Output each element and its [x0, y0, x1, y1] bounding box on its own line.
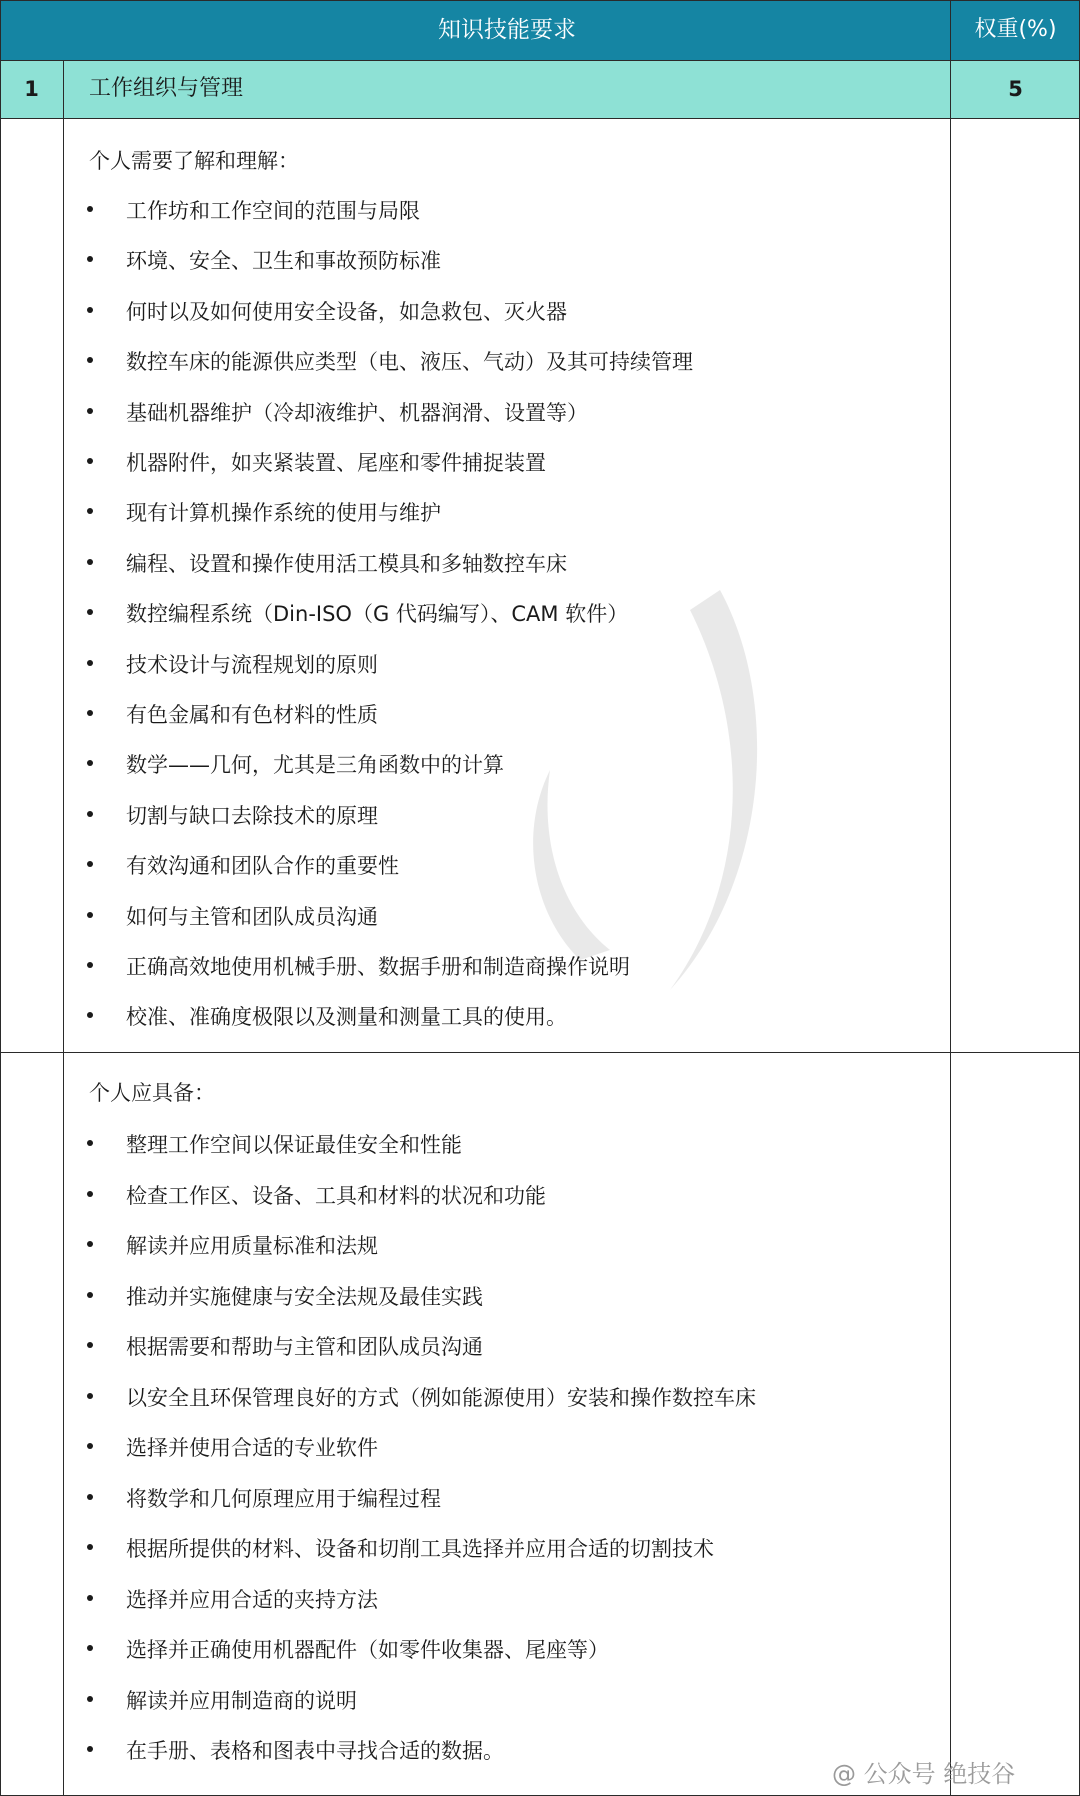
section-row	[0, 60, 1080, 118]
list-item-text: 推动并实施健康与安全法规及最佳实践	[126, 1284, 483, 1309]
bullet-icon	[87, 1241, 93, 1247]
table-header	[0, 0, 1080, 60]
bullet-icon	[87, 1696, 93, 1702]
bullet-icon	[87, 508, 93, 514]
list-item-text: 数控车床的能源供应类型（电、液压、气动）及其可持续管理	[126, 350, 693, 375]
bullet-icon	[87, 1292, 93, 1298]
bullet-icon	[87, 559, 93, 565]
column-divider-2	[950, 0, 951, 1796]
list-item-text: 选择并正确使用机器配件（如零件收集器、尾座等）	[126, 1638, 609, 1662]
list-item-text: 将数学和几何原理应用于编程过程	[126, 1486, 441, 1511]
bullet-icon	[87, 609, 93, 615]
row-divider-blocks	[0, 1052, 1080, 1053]
source-watermark: @ 公众号 绝技谷	[832, 1760, 1016, 1788]
bullet-icon	[87, 660, 93, 666]
list-item-text: 以安全且环保管理良好的方式（例如能源使用）安装和操作数控车床	[126, 1385, 756, 1410]
list-item-text: 选择并应用合适的夹持方法	[126, 1587, 378, 1612]
bullet-icon	[87, 206, 93, 212]
bullet-icon	[87, 1140, 93, 1146]
bullet-icon	[87, 408, 93, 414]
bullet-icon	[87, 357, 93, 363]
border-left	[0, 0, 1, 1796]
skills-intro: 个人应具备：	[89, 1081, 215, 1105]
list-item-text: 现有计算机操作系统的使用与维护	[126, 501, 441, 526]
bullet-icon	[87, 458, 93, 464]
row-divider-header	[0, 60, 1080, 61]
list-item-text: 环境、安全、卫生和事故预防标准	[126, 249, 441, 274]
list-item-text: 何时以及如何使用安全设备，如急救包、灭火器	[126, 299, 567, 324]
bullet-icon	[87, 811, 93, 817]
list-item-text: 校准、准确度极限以及测量和测量工具的使用。	[126, 1005, 567, 1030]
bullet-icon	[87, 307, 93, 313]
list-item-text: 选择并使用合适的专业软件	[126, 1436, 378, 1460]
list-item-text: 有色金属和有色材料的性质	[126, 703, 378, 727]
bullet-icon	[87, 1342, 93, 1348]
bullet-icon	[87, 1595, 93, 1601]
list-item-text: 工作坊和工作空间的范围与局限	[126, 199, 420, 223]
list-item-text: 编程、设置和操作使用活工模具和多轴数控车床	[126, 551, 567, 576]
list-item-text: 检查工作区、设备、工具和材料的状况和功能	[126, 1183, 546, 1208]
knowledge-intro: 个人需要了解和理解：	[89, 149, 299, 173]
section-weight: 5	[1008, 77, 1023, 101]
bullet-icon	[87, 1191, 93, 1197]
list-item-text: 机器附件，如夹紧装置、尾座和零件捕捉装置	[126, 451, 546, 475]
knowledge-block	[64, 118, 950, 1052]
header-weight: 权重(%)	[974, 17, 1057, 42]
bullet-icon	[87, 1443, 93, 1449]
column-divider-1	[63, 60, 64, 1796]
list-item-text: 解读并应用制造商的说明	[126, 1688, 357, 1713]
list-item-text: 基础机器维护（冷却液维护、机器润滑、设置等）	[126, 400, 588, 425]
list-item-text: 正确高效地使用机械手册、数据手册和制造商操作说明	[126, 955, 630, 979]
bullet-icon	[87, 760, 93, 766]
list-item-text: 根据需要和帮助与主管和团队成员沟通	[126, 1335, 483, 1359]
bullet-icon	[87, 256, 93, 262]
list-item-text: 数控编程系统（Din-ISO（G 代码编写）、CAM 软件）	[126, 602, 629, 627]
bullet-icon	[87, 1544, 93, 1550]
list-item-text: 如何与主管和团队成员沟通	[126, 904, 378, 929]
list-item-text: 有效沟通和团队合作的重要性	[126, 854, 399, 879]
bullet-icon	[87, 1012, 93, 1018]
list-item-text: 数学——几何，尤其是三角函数中的计算	[126, 753, 504, 778]
list-item-text: 技术设计与流程规划的原则	[126, 652, 378, 677]
bullet-icon	[87, 912, 93, 918]
list-item-text: 整理工作空间以保证最佳安全和性能	[126, 1133, 462, 1157]
bullet-icon	[87, 1494, 93, 1500]
border-top	[0, 0, 1080, 1]
section-name: 工作组织与管理	[89, 76, 244, 101]
bullet-icon	[87, 962, 93, 968]
bullet-icon	[87, 710, 93, 716]
list-item-text: 根据所提供的材料、设备和切削工具选择并应用合适的切割技术	[126, 1537, 714, 1561]
list-item-text: 切割与缺口去除技术的原理	[126, 803, 378, 828]
bullet-icon	[87, 1393, 93, 1399]
skills-block	[64, 1052, 950, 1796]
row-divider-section	[0, 118, 1080, 119]
list-item-text: 在手册、表格和图表中寻找合适的数据。	[126, 1739, 504, 1763]
list-item-text: 解读并应用质量标准和法规	[126, 1234, 378, 1258]
section-number: 1	[24, 77, 39, 101]
header-title: 知识技能要求	[438, 17, 576, 43]
bullet-icon	[87, 1645, 93, 1651]
bullet-icon	[87, 861, 93, 867]
bullet-icon	[87, 1746, 93, 1752]
